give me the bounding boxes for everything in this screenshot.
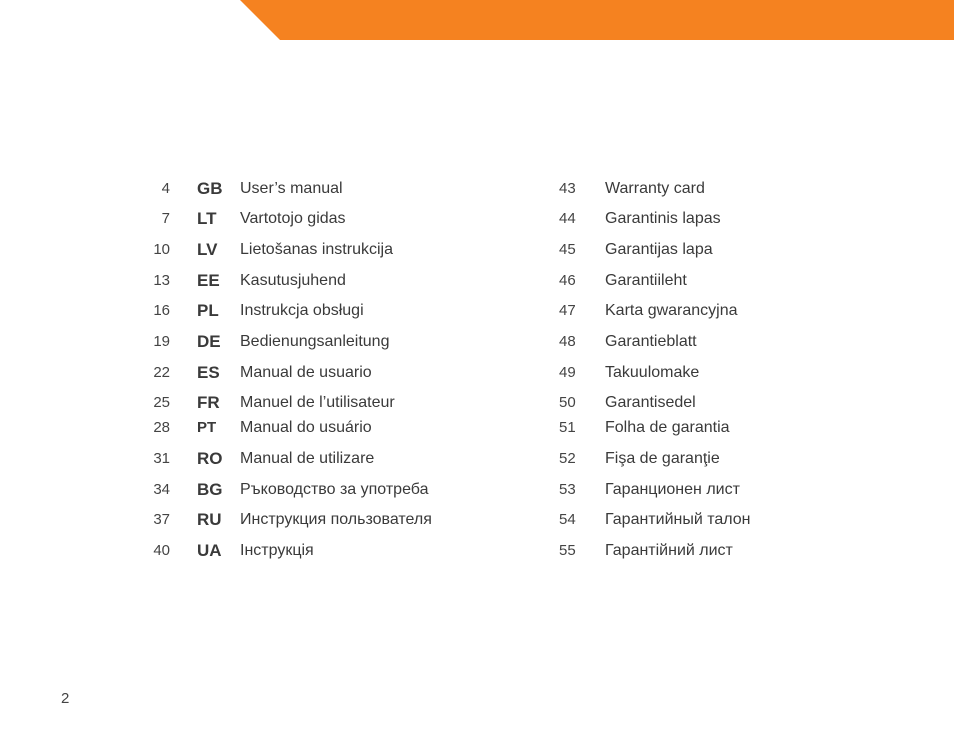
toc-page-number: 16 (153, 302, 170, 319)
toc-page-number: 25 (153, 394, 170, 411)
toc-title: User’s manual (240, 180, 343, 197)
toc-title: Garantieblatt (605, 333, 697, 350)
toc-page-number: 4 (161, 180, 170, 197)
toc-page-number: 50 (559, 394, 576, 411)
toc-language-code: GB (197, 179, 223, 198)
toc-page-number: 46 (559, 272, 576, 289)
toc-title: Lietošanas instrukcija (240, 241, 393, 258)
toc-page-number: 28 (153, 419, 170, 436)
toc-language-code: PL (197, 301, 219, 320)
toc-language-code: BG (197, 480, 223, 499)
toc-title: Warranty card (605, 180, 705, 197)
toc-page-number: 44 (559, 210, 576, 227)
toc-title: Vartotojo gidas (240, 210, 346, 227)
toc-title: Instrukcja obsługi (240, 302, 364, 319)
toc-language-code: EE (197, 271, 220, 290)
toc-page-number: 37 (153, 511, 170, 528)
toc-title: Гаранционен лист (605, 481, 740, 498)
toc-language-code: LT (197, 209, 217, 228)
toc-page-number: 10 (153, 241, 170, 258)
toc-page-number: 19 (153, 333, 170, 350)
toc-language-code: PT (197, 419, 217, 436)
toc-title: Manual do usuário (240, 419, 372, 436)
toc-language-code: LV (197, 240, 218, 259)
toc-title: Fişa de garanţie (605, 450, 720, 467)
toc-title: Инструкция пользователя (240, 511, 432, 528)
toc-title: Гарантійний лист (605, 542, 733, 559)
header-accent-banner (240, 0, 954, 40)
toc-title: Garantijas lapa (605, 241, 713, 258)
toc-page-number: 54 (559, 511, 576, 528)
toc-page-number: 34 (153, 481, 170, 498)
toc-page-number: 43 (559, 180, 576, 197)
toc-page-number: 47 (559, 302, 576, 319)
toc-page-number: 55 (559, 542, 576, 559)
toc-title: Bedienungsanleitung (240, 333, 390, 350)
toc-language-code: ES (197, 363, 220, 382)
toc-page-number: 49 (559, 364, 576, 381)
toc-page-number: 53 (559, 481, 576, 498)
toc-title: Manual de usuario (240, 364, 372, 381)
toc-language-code: RU (197, 510, 222, 529)
toc-title: Folha de garantia (605, 419, 730, 436)
toc-title: Garantiileht (605, 272, 687, 289)
toc-title: Garantinis lapas (605, 210, 721, 227)
toc-title: Takuulomake (605, 364, 700, 381)
toc-title: Manual de utilizare (240, 450, 375, 467)
toc-page-number: 51 (559, 419, 576, 436)
toc-page-number: 22 (153, 364, 170, 381)
toc-page-number: 52 (559, 450, 576, 467)
toc-page-number: 40 (153, 542, 170, 559)
toc-page-number: 31 (153, 450, 170, 467)
toc-page-number: 7 (161, 210, 170, 227)
toc-title: Гарантийный талон (605, 511, 751, 528)
toc-page-number: 45 (559, 241, 576, 258)
toc-title: Ръководство за употреба (240, 481, 429, 498)
toc-title: Karta gwarancyjna (605, 302, 738, 319)
toc-language-code: FR (197, 393, 220, 412)
toc-title: Kasutusjuhend (240, 272, 346, 289)
toc-title: Garantisedel (605, 394, 696, 411)
toc-page-number: 48 (559, 333, 576, 350)
toc-title: Manuel de l’utilisateur (240, 394, 395, 411)
toc-language-code: UA (197, 541, 222, 560)
toc-language-code: DE (197, 332, 221, 351)
toc-title: Інструкція (240, 542, 314, 559)
toc-language-code: RO (197, 449, 223, 468)
toc-page-number: 13 (153, 272, 170, 289)
page-number: 2 (61, 690, 70, 707)
